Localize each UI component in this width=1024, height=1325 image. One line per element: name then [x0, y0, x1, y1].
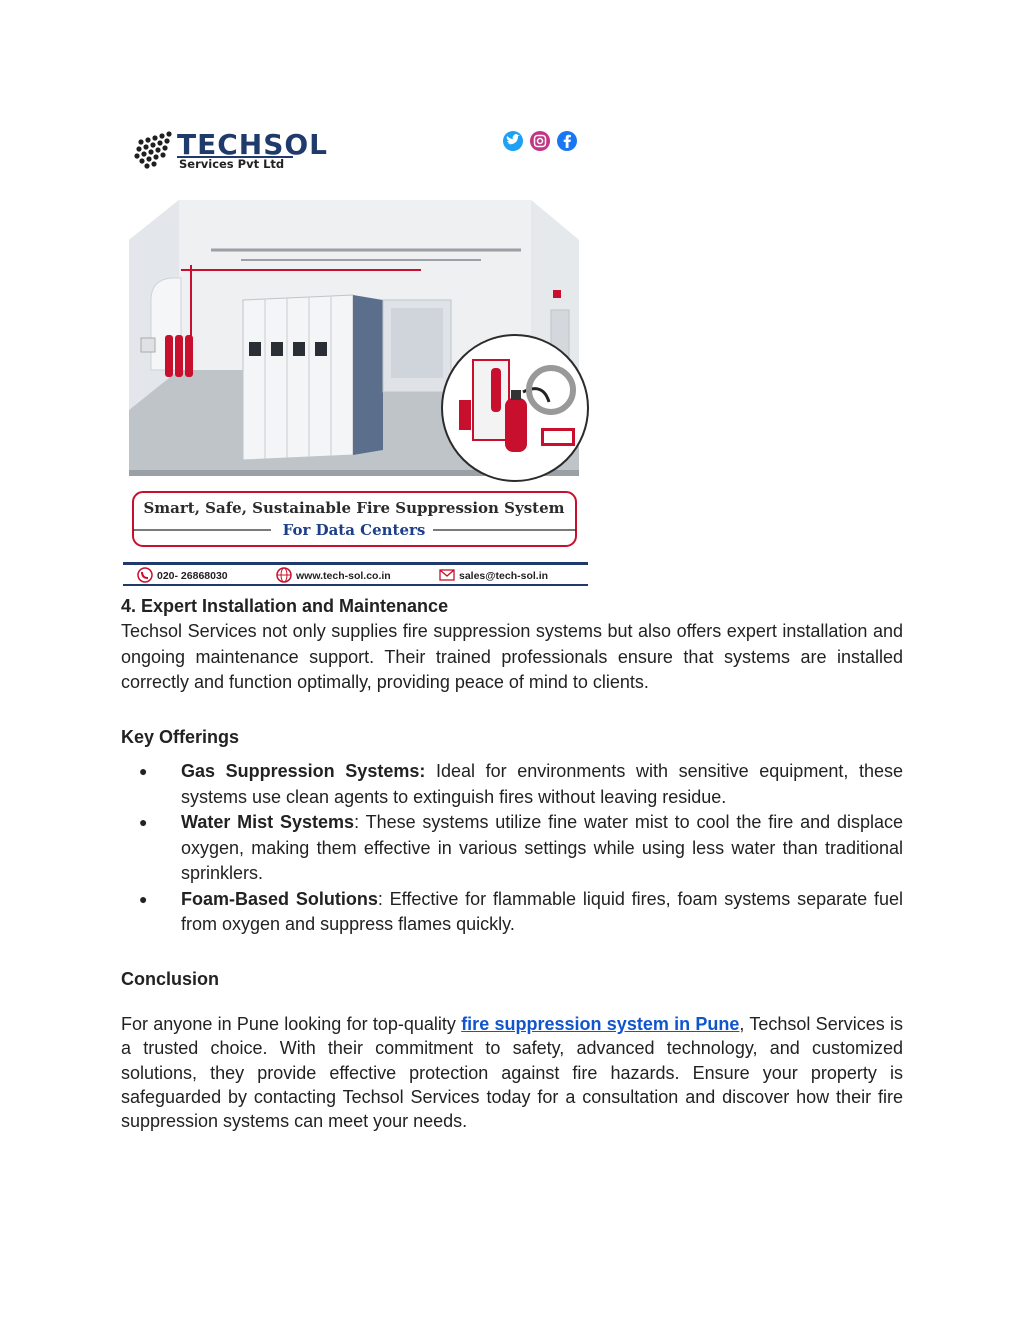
instagram-icon[interactable]	[530, 131, 550, 151]
techsol-logo	[134, 128, 328, 171]
contact-bar	[123, 562, 588, 586]
list-item	[121, 887, 903, 938]
offering-description: : Effective for flammable liquid fires, foam systems separate fuel from oxygen and suppress flames quickly.	[181, 888, 903, 934]
tagline-line-1: Smart, Safe, Sustainable Fire Suppression System	[143, 499, 565, 517]
conclusion-heading: Conclusion	[121, 969, 219, 989]
globe-icon	[277, 568, 291, 582]
list-item	[121, 810, 903, 887]
offering-term: Water Mist Systems	[181, 812, 355, 832]
logo-dot-grid-icon	[134, 131, 171, 168]
list-item	[121, 759, 903, 810]
phone-icon	[138, 568, 152, 582]
bullet-icon: ●	[139, 763, 148, 779]
fire-equipment-circle	[442, 335, 588, 481]
fire-extinguisher-icon	[491, 368, 501, 412]
bullet-icon: ●	[139, 814, 148, 830]
contact-website: www.tech-sol.co.in	[296, 570, 391, 582]
offering-term: Gas Suppression Systems:	[181, 761, 426, 781]
offering-description: Ideal for environments with sensitive equipment, these systems use clean agents to extinguish fires without leaving residue.	[181, 761, 904, 807]
fire-suppression-pune-link[interactable]: fire suppression system in Pune	[461, 1014, 740, 1034]
mail-icon	[440, 570, 454, 580]
promo-banner-image	[121, 110, 589, 588]
contact-phone: 020- 26868030	[157, 570, 228, 582]
logo-subtitle: Services Pvt Ltd	[179, 157, 285, 171]
logo-wordmark: TECHSOL	[177, 128, 329, 161]
conclusion-text-after: , Techsol Services is a trusted choice. With their commitment to safety, advanced technology, and customized solutions, they provide effective protection against fire hazards. Ensure your property is safeguarded by contacting Techsol Services today for a consultation and discover how their fire suppression systems can meet your needs.	[121, 1014, 903, 1132]
conclusion-text-before: For anyone in Pune looking for top-quality	[121, 1014, 462, 1034]
offering-description: : These systems utilize fine water mist to cool the fire and displace oxygen, making them effective in various settings while using less water than traditional sprinklers.	[181, 812, 903, 883]
offering-term: Foam-Based Solutions	[181, 888, 378, 909]
key-offerings-list	[121, 759, 903, 938]
section-heading-installation: 4. Expert Installation and Maintenance	[121, 596, 449, 616]
installation-paragraph: Techsol Services not only supplies fire suppression systems but also offers expert installation and ongoing maintenance support. Their trained professionals ensure that systems are installed correctly and function optimally, providing peace of mind to clients.	[121, 621, 903, 692]
contact-email: sales@tech-sol.in	[459, 570, 549, 582]
social-icons	[503, 131, 577, 151]
key-offerings-heading: Key Offerings	[121, 727, 240, 747]
bullet-icon: ●	[139, 890, 148, 907]
conclusion-paragraph	[121, 1012, 903, 1133]
tagline-line-2: For Data Centers	[282, 521, 426, 539]
tagline-box	[133, 492, 576, 546]
twitter-icon[interactable]	[503, 131, 523, 151]
facebook-icon[interactable]	[557, 131, 577, 151]
